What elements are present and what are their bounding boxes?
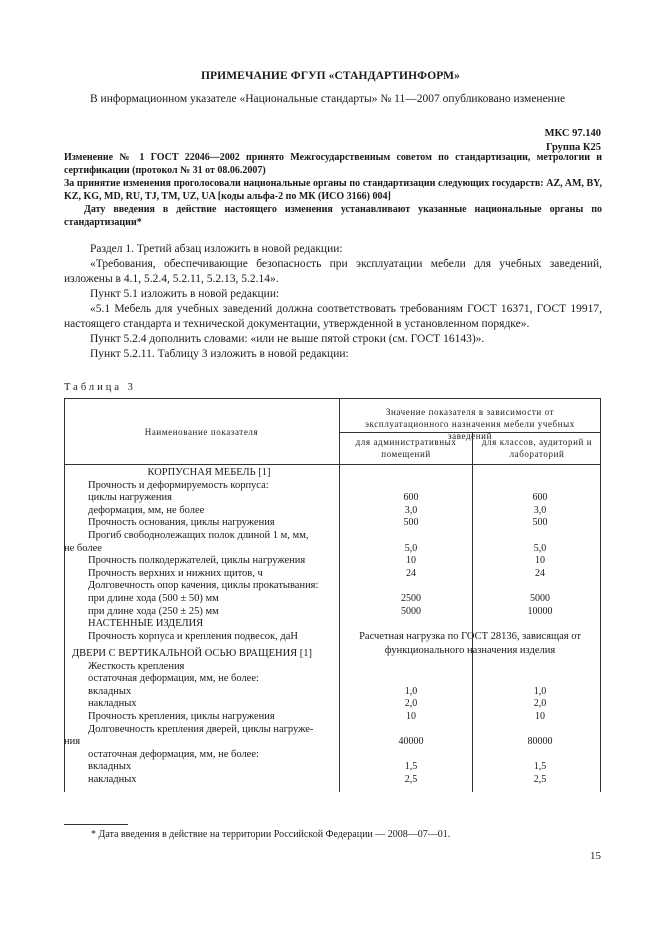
table-row [64,606,601,619]
value-class: 80000 [527,736,553,748]
footnote: * Дата введения в действие на территории Российской Федерации — 2008—07—01. [91,829,451,840]
table-row [64,673,601,686]
table-row [64,761,601,774]
row-label: КОРПУСНАЯ МЕБЕЛЬ [1] [147,467,271,478]
table-row [64,543,601,556]
value-admin: 1,0 [404,685,418,697]
row-label: циклы нагружения [88,492,172,504]
table-row [64,736,601,749]
row-label: ния [64,736,81,748]
table-row [64,774,601,787]
table-row [64,698,601,711]
value-admin: 24 [406,567,416,579]
table-caption: Таблица 3 [64,382,136,393]
column-header-name: Наименование показателя [144,427,259,437]
row-label: НАСТЕННЫЕ ИЗДЕЛИЯ [88,618,204,630]
row-label: вкладных [88,761,132,773]
value-class: 24 [535,567,545,579]
column-header-admin: для административных помещений [355,437,457,459]
value-admin: 10 [406,555,416,567]
table-row [64,530,601,543]
amendment-voters: За принятие изменения проголосовали национальные органы по стандартизации следующих государств: AZ, AM, BY, KZ, KG, MD, RU, TJ, TM, UZ, UA [коды альфа-2 по МК (ИСО 3166) 004] [64,178,602,202]
row-label: не более [64,542,102,554]
value-class: 10000 [527,605,553,617]
column-header-class: для классов, аудиторий и лабораторий [481,437,593,459]
table-row [64,661,601,674]
row-label: Прочность крепления, циклы нагружения [88,711,275,722]
value-admin: 2,5 [404,774,418,785]
value-class: 2,5 [533,774,547,785]
table-row [64,618,601,631]
notice-title: ПРИМЕЧАНИЕ ФГУП «СТАНДАРТИНФОРМ» [201,70,460,82]
amendment-effective-date: Дату введения в действие настоящего изменения устанавливают указанные национальные органы по стандартизации* [64,204,602,228]
table-row [64,480,601,493]
paragraph: «Требования, обеспечивающие безопасность при эксплуатации мебели для учебных заведений, изложены в 4.1, 5.2.4, 5.2.11, 5.2.13, 5.2.14». [64,258,602,285]
mks-code: МКС 97.140 [544,128,601,139]
table-row [64,749,601,762]
value-admin: 600 [403,492,419,504]
amendment-text [64,242,602,362]
row-label: остаточная деформация, мм, не более: [88,748,259,760]
paragraph: «5.1 Мебель для учебных заведений должна соответствовать требованиям ГОСТ 16371, ГОСТ 19917, настоящего стандарта и технической документации, утвержденной в установленном порядке». [64,303,602,330]
value-admin: 1,5 [404,761,418,773]
value-admin: 5,0 [404,542,418,554]
row-label: Прочность и деформируемость корпуса: [88,479,269,491]
table-row [64,686,601,699]
row-label: накладных [88,774,137,785]
value-admin: 10 [406,711,416,722]
amendment-adoption: Изменение № 1 ГОСТ 22046—2002 принято Межгосударственным советом по стандартизации, метрологии и сертификации (протокол № 31 от 08.06.2007) [64,152,602,176]
row-label: накладных [88,698,137,710]
footnote-separator [64,824,128,825]
wall-load-note: Расчетная нагрузка по ГОСТ 28136, зависящая от функционального назначения изделия [359,631,581,656]
paragraph: Раздел 1. Третий абзац изложить в новой редакции: [90,243,343,255]
table-row [64,724,601,737]
value-admin: 5000 [401,605,421,617]
row-label: Прочность полкодержателей, циклы нагружения [88,555,306,567]
table-row [64,568,601,581]
value-class: 1,0 [533,685,547,697]
value-class: 3,0 [533,504,547,516]
value-admin: 500 [403,517,419,529]
group-code: Группа К25 [545,142,601,153]
value-class: 10 [535,711,545,722]
value-class: 600 [532,492,548,504]
table-row [64,505,601,518]
amendment-block [64,151,602,229]
table-row [64,492,601,505]
row-label: Долговечность крепления дверей, циклы нагруже- [88,723,314,735]
table-row [64,467,601,480]
value-admin: 3,0 [404,504,418,516]
paragraph: Пункт 5.1 изложить в новой редакции: [90,288,280,300]
page-number: 15 [590,850,601,862]
row-label: при длине хода (250 ± 25) мм [88,605,219,617]
row-label: при длине хода (500 ± 50) мм [88,593,219,604]
paragraph: Пункт 5.2.11. Таблицу 3 изложить в новой редакции: [90,348,349,360]
table-row [64,517,601,530]
value-class: 5000 [530,593,550,604]
row-label: Жесткость крепления [88,660,185,672]
column-header-group: Значение показателя в зависимости от эксплуатационного назначения мебели учебных заведений [365,407,575,441]
row-label: ДВЕРИ С ВЕРТИКАЛЬНОЙ ОСЬЮ ВРАЩЕНИЯ [1] [72,648,313,659]
value-class: 1,5 [533,761,547,773]
row-label: деформация, мм, не более [88,504,205,516]
row-label: Прочность корпуса и крепления подвесок, даН [88,630,298,642]
table-row [64,555,601,568]
row-label: Прогиб свободнолежащих полок длиной 1 м, мм, [88,530,309,541]
row-label: остаточная деформация, мм, не более: [88,673,259,685]
table-row [64,648,601,661]
intro-line: В информационном указателе «Национальные стандарты» № 11—2007 опубликовано изменение [90,93,566,105]
header-divider [64,464,601,465]
value-admin: 2500 [401,593,421,604]
row-label: Прочность основания, циклы нагружения [88,517,275,529]
value-class: 2,0 [533,698,547,710]
paragraph: Пункт 5.2.4 дополнить словами: «или не выше пятой строки (см. ГОСТ 16143)». [90,333,485,345]
table-row [64,593,601,606]
table-row [64,580,601,593]
value-admin: 2,0 [404,698,418,710]
row-label: Прочность верхних и нижних щитов, ч [88,567,263,579]
value-class: 500 [532,517,548,529]
value-admin: 40000 [398,736,424,748]
row-label: Долговечность опор качения, циклы прокатывания: [88,580,319,592]
row-label: вкладных [88,685,132,697]
value-class: 5,0 [533,542,547,554]
value-class: 10 [535,555,545,567]
table-row [64,711,601,724]
